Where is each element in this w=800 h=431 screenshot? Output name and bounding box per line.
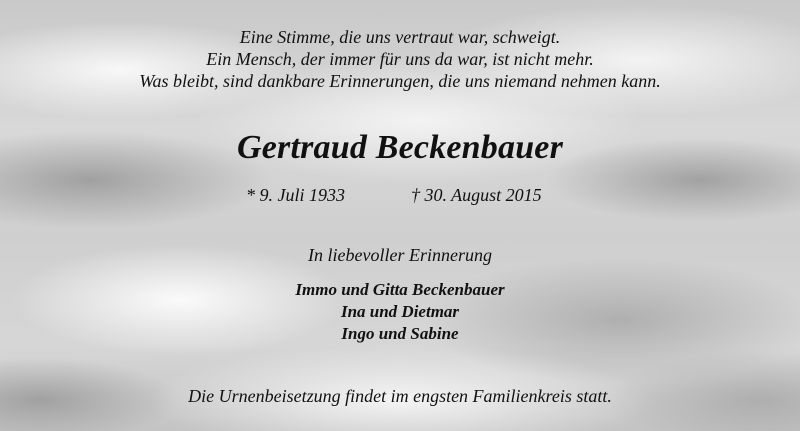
- mourners-list: [0, 279, 800, 345]
- verse-line: Ein Mensch, der immer für uns da war, ist nicht mehr.: [206, 49, 594, 69]
- mourner-line: Ina und Dietmar: [340, 302, 460, 321]
- birth-date: * 9. Juli 1933: [246, 185, 345, 205]
- mourner-line: Ingo und Sabine: [341, 324, 459, 343]
- life-dates: [0, 185, 800, 209]
- death-date: † 30. August 2015: [411, 185, 542, 205]
- mourner-line: Immo und Gitta Beckenbauer: [295, 280, 505, 299]
- verse-line: Eine Stimme, die uns vertraut war, schweigt.: [239, 27, 561, 47]
- remembrance-heading: In liebevoller Erinnerung: [308, 245, 492, 265]
- deceased-name: Gertraud Beckenbauer: [236, 129, 564, 166]
- memorial-verse: [0, 26, 800, 92]
- verse-line: Was bleibt, sind dankbare Erinnerungen, die uns niemand nehmen kann.: [139, 71, 661, 91]
- burial-note: Die Urnenbeisetzung findet im engsten Familienkreis statt.: [188, 386, 612, 406]
